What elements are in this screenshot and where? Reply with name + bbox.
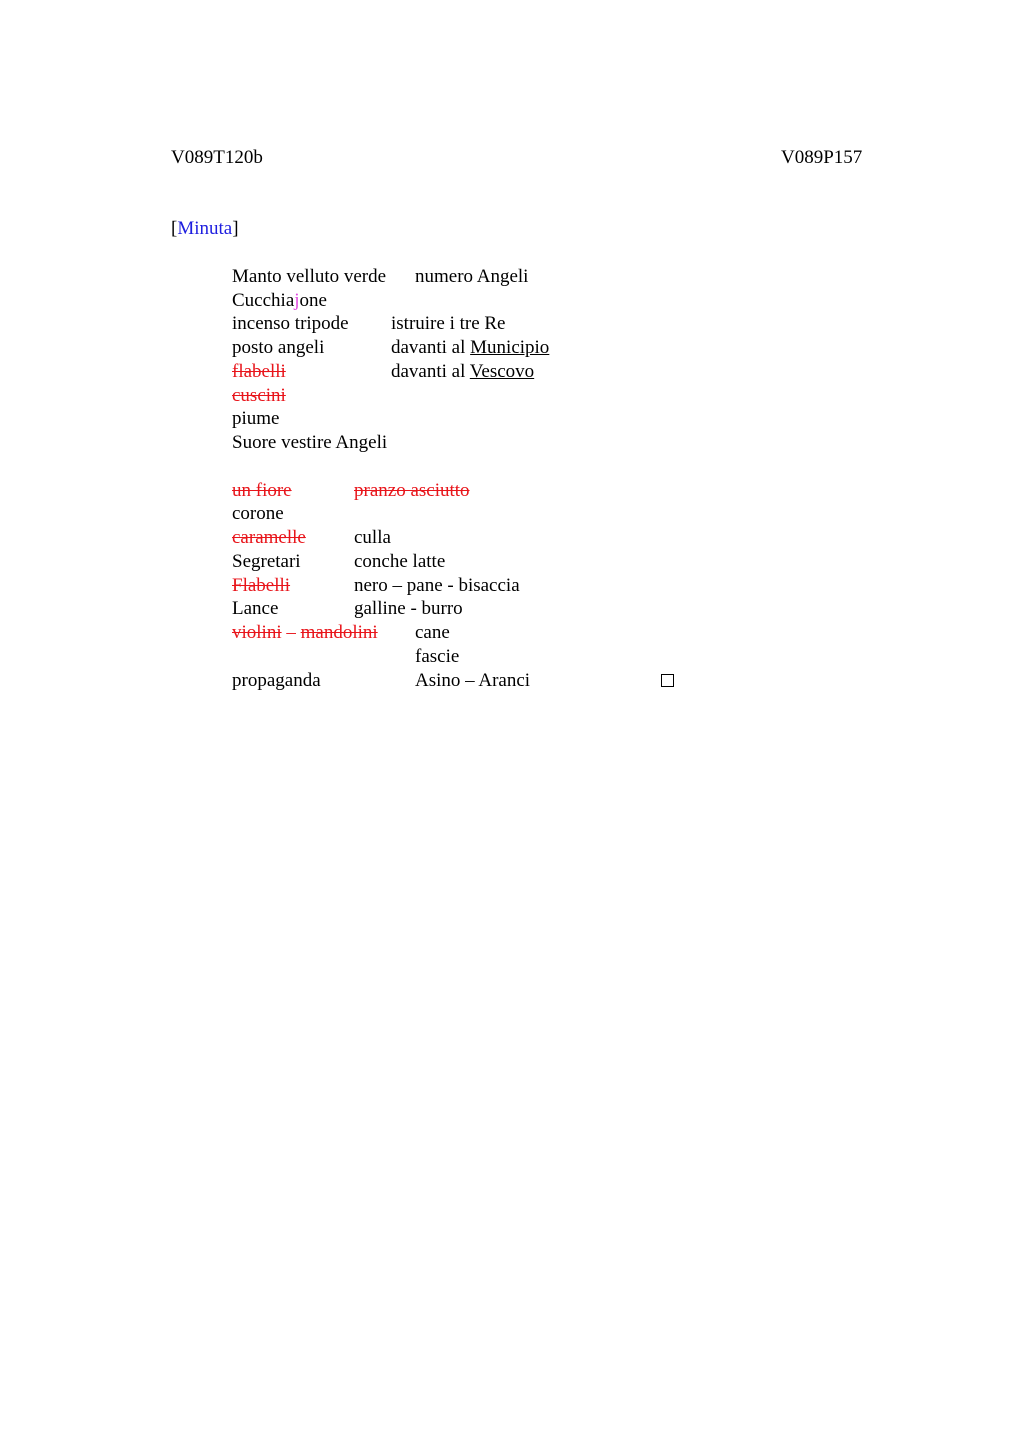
list-item: Lance — [232, 598, 279, 619]
list-item: Asino – Aranci — [415, 670, 531, 691]
list-item: fascie — [415, 646, 460, 667]
list-item: istruire i tre Re — [391, 313, 506, 334]
document-code-right: V089P157 — [781, 147, 863, 168]
close-bracket: ] — [232, 218, 239, 239]
square-box-icon — [661, 674, 674, 687]
list-item: cane — [415, 622, 450, 643]
deleted-item: Flabelli — [232, 575, 291, 596]
list-item: Manto velluto verde — [232, 266, 387, 287]
deleted-item: cuscini — [232, 385, 286, 406]
word-part: Cucchia — [232, 290, 295, 311]
list-item: corone — [232, 503, 284, 524]
deleted-item: un fiore — [232, 480, 292, 501]
list-item: propaganda — [232, 670, 321, 691]
list-item: incenso tripode — [232, 313, 349, 334]
list-item: nero – pane - bisaccia — [354, 575, 520, 596]
deleted-word: violini — [232, 622, 282, 643]
list-item — [391, 360, 534, 384]
text-part: davanti al — [391, 337, 471, 358]
dash: – — [281, 622, 301, 643]
list-item: conche latte — [354, 551, 446, 572]
list-item: numero Angeli — [415, 266, 529, 287]
list-item: galline - burro — [354, 598, 463, 619]
word-part: one — [299, 290, 327, 311]
list-item — [391, 336, 549, 360]
list-item: Suore vestire Angeli — [232, 432, 388, 453]
list-item: Segretari — [232, 551, 301, 572]
underlined-word: Vescovo — [469, 361, 535, 382]
list-item: posto angeli — [232, 337, 325, 358]
deleted-item: caramelle — [232, 527, 306, 548]
section-title: Minuta — [177, 218, 233, 239]
deleted-item: flabelli — [232, 361, 286, 382]
section-label — [171, 217, 239, 241]
underlined-word: Municipio — [470, 337, 550, 358]
list-item — [232, 621, 378, 645]
deleted-word: mandolini — [300, 622, 378, 643]
deleted-item: pranzo asciutto — [354, 480, 470, 501]
list-item — [232, 289, 327, 313]
document-code-left: V089T120b — [171, 147, 263, 168]
text-part: davanti al — [391, 361, 470, 382]
list-item: culla — [354, 527, 391, 548]
inserted-letter: j — [294, 290, 300, 311]
list-item: piume — [232, 408, 280, 429]
open-bracket: [ — [171, 218, 178, 239]
